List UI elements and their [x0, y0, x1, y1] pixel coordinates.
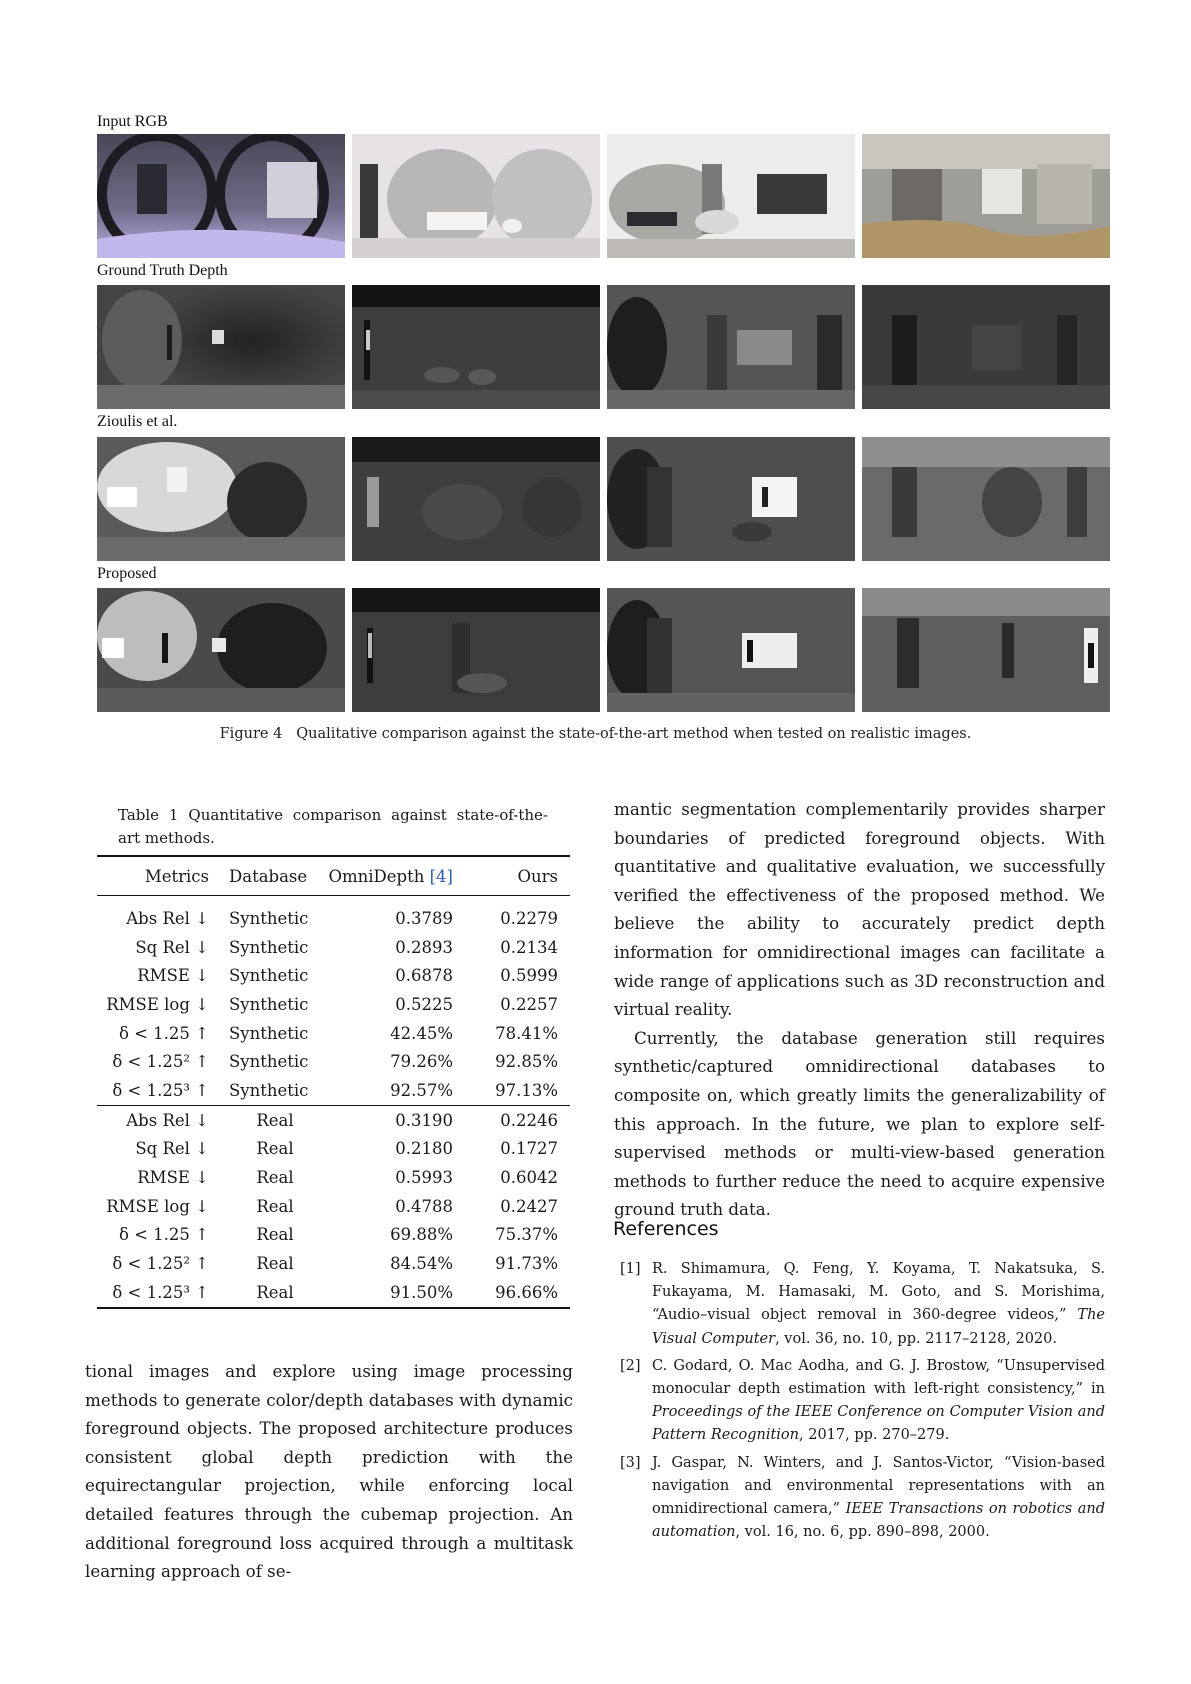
header-metrics: Metrics	[97, 856, 223, 896]
table-row	[97, 896, 570, 933]
cell-ours: 91.73%	[495, 1254, 558, 1274]
references-list	[620, 1258, 1105, 1548]
reference-details: , vol. 16, no. 6, pp. 890–898, 2000.	[735, 1524, 990, 1541]
cell-ours: 0.6042	[500, 1168, 558, 1188]
cell-database: Synthetic	[229, 994, 309, 1014]
cell-metric: RMSE ↓	[137, 966, 209, 986]
reference-details: , vol. 36, no. 10, pp. 2117–2128, 2020.	[775, 1330, 1057, 1347]
cell-database: Real	[223, 1278, 321, 1308]
cell-omnidepth: 0.4788	[395, 1196, 453, 1216]
rgb-image-3	[607, 134, 855, 258]
cell-metric: δ < 1.25 ↑	[118, 1225, 209, 1245]
cell-database: Synthetic	[229, 1052, 309, 1072]
cell-ours: 0.2134	[500, 937, 558, 957]
cell-metric: Abs Rel ↓	[97, 1105, 223, 1134]
table-row	[97, 990, 570, 1019]
table-caption	[118, 804, 548, 850]
row-label-proposed: Proposed	[97, 565, 157, 582]
header-omnidepth: OmniDepth [4]	[321, 856, 453, 896]
reference-item	[620, 1452, 1105, 1545]
cell-database: Real	[256, 1168, 294, 1188]
zioulis-depth-3	[607, 437, 855, 561]
results-table	[97, 855, 570, 1309]
cell-database: Synthetic	[229, 908, 309, 928]
cell-omnidepth: 0.5225	[395, 994, 453, 1014]
cell-omnidepth: 84.54%	[390, 1254, 453, 1274]
cell-database: Synthetic	[229, 966, 309, 986]
cell-metric: δ < 1.25³ ↑	[97, 1278, 223, 1308]
cell-metric: RMSE log ↓	[106, 1196, 209, 1216]
table-header-row	[97, 856, 570, 896]
figure-caption	[0, 726, 1191, 742]
reference-number: [1]	[620, 1261, 641, 1277]
cell-metric: Abs Rel ↓	[126, 908, 209, 928]
zioulis-depth-1	[97, 437, 345, 561]
cell-ours: 96.66%	[453, 1278, 570, 1308]
cell-database: Real	[256, 1254, 294, 1274]
gt-depth-3	[607, 285, 855, 409]
proposed-depth-3	[607, 588, 855, 712]
cell-ours: 0.2257	[500, 994, 558, 1014]
table-row	[97, 1019, 570, 1048]
cell-database: Real	[256, 1139, 294, 1159]
cell-ours: 0.1727	[500, 1139, 558, 1159]
rgb-image-1	[97, 134, 345, 258]
right-paragraph-2: Currently, the database generation still requires synthetic/captured omnidirectional databases to composite on, which greatly limits the generalizability of this approach. In the future, we plan to explore self-supervised methods or multi-view-based generation methods to further reduce the need to acquire expensive ground truth data.	[614, 1027, 1105, 1220]
reference-authors: J. Gaspar, N. Winters, and J. Santos-Victor, “Vision-based navigation and environmental representations with an omnidirectional camera,”	[652, 1454, 1105, 1518]
gt-depth-1	[97, 285, 345, 409]
cell-ours: 0.5999	[500, 966, 558, 986]
left-paragraph: tional images and explore using image processing methods to generate color/depth databases with dynamic foreground objects. The proposed architecture produces consistent global depth prediction with the equirectangular projection, while enforcing local detailed features through the cubemap projection. An additional foreground loss acquired through a multitask learning approach of se-	[85, 1361, 573, 1582]
cell-database: Real	[223, 1105, 321, 1134]
reference-venue: The Visual Computer	[652, 1307, 1105, 1347]
cell-database: Real	[256, 1196, 294, 1216]
figure-caption-text: Qualitative comparison against the state-of-the-art method when tested on realistic images.	[296, 726, 972, 742]
cell-omnidepth: 0.3190	[321, 1105, 453, 1134]
proposed-depth-2	[352, 588, 600, 712]
table-row	[97, 1163, 570, 1192]
cell-omnidepth: 91.50%	[321, 1278, 453, 1308]
table-row	[97, 933, 570, 962]
citation-link[interactable]: [4]	[429, 866, 453, 886]
cell-omnidepth: 0.3789	[395, 908, 453, 928]
table-row	[97, 1249, 570, 1278]
table-body	[97, 896, 570, 1308]
row-label-input-rgb: Input RGB	[97, 113, 168, 130]
row-label-zioulis: Zioulis et al.	[97, 413, 178, 430]
table-row	[97, 961, 570, 990]
proposed-depth-1	[97, 588, 345, 712]
reference-authors: C. Godard, O. Mac Aodha, and G. J. Brostow, “Unsupervised monocular depth estimation with left-right consistency,” in	[652, 1357, 1105, 1398]
cell-metric: δ < 1.25² ↑	[112, 1052, 209, 1072]
proposed-depth-4	[862, 588, 1110, 712]
gt-depth-2	[352, 285, 600, 409]
cell-metric: δ < 1.25² ↑	[112, 1254, 209, 1274]
reference-authors: R. Shimamura, Q. Feng, Y. Koyama, T. Nakatsuka, S. Fukayama, M. Hamasaki, M. Goto, and S. Morishima, “Audio–visual object removal in 360-degree videos,”	[652, 1261, 1105, 1324]
cell-metric: RMSE ↓	[137, 1168, 209, 1188]
table-row	[97, 1105, 570, 1134]
cell-omnidepth: 92.57%	[390, 1080, 453, 1100]
left-body-text	[85, 1357, 573, 1586]
cell-ours: 0.2246	[453, 1105, 570, 1134]
reference-details: , 2017, pp. 270–279.	[799, 1427, 950, 1444]
reference-venue: IEEE Transactions on robotics and automation	[652, 1501, 1105, 1541]
right-paragraph-1: mantic segmentation complementarily provides sharper boundaries of predicted foreground objects. With quantitative and qualitative evaluation, we successfully verified the effectiveness of the proposed method. We believe the ability to accurately predict depth information for omnidirectional images can facilitate a wide range of applications such as 3D reconstruction and virtual reality.	[614, 799, 1105, 1020]
zioulis-depth-4	[862, 437, 1110, 561]
table-row	[97, 1047, 570, 1076]
header-ours: Ours	[453, 856, 570, 896]
cell-metric: Sq Rel ↓	[135, 937, 209, 957]
header-database: Database	[223, 856, 321, 896]
reference-number: [3]	[620, 1454, 641, 1471]
cell-omnidepth: 0.2893	[395, 937, 453, 957]
cell-omnidepth: 69.88%	[390, 1225, 453, 1245]
cell-omnidepth: 0.2180	[395, 1139, 453, 1159]
table-row	[97, 1135, 570, 1164]
cell-database: Synthetic	[229, 1023, 309, 1043]
cell-ours: 78.41%	[495, 1023, 558, 1043]
reference-venue: Proceedings of the IEEE Conference on Computer Vision and Pattern Recognition	[652, 1404, 1105, 1444]
cell-omnidepth: 79.26%	[390, 1052, 453, 1072]
reference-number: [2]	[620, 1357, 641, 1374]
figure-caption-number: Figure 4	[219, 726, 283, 742]
cell-ours: 0.2427	[500, 1196, 558, 1216]
reference-item	[620, 1355, 1105, 1448]
cell-metric: Sq Rel ↓	[135, 1139, 209, 1159]
cell-metric: δ < 1.25³ ↑	[112, 1080, 209, 1100]
cell-omnidepth: 0.6878	[395, 966, 453, 986]
table-row	[97, 1221, 570, 1250]
table-row	[97, 1076, 570, 1105]
rgb-image-2	[352, 134, 600, 258]
row-label-ground-truth: Ground Truth Depth	[97, 262, 228, 279]
table-row	[97, 1192, 570, 1221]
cell-ours: 0.2279	[500, 908, 558, 928]
cell-metric: δ < 1.25 ↑	[118, 1023, 209, 1043]
cell-ours: 92.85%	[495, 1052, 558, 1072]
zioulis-depth-2	[352, 437, 600, 561]
cell-ours: 75.37%	[495, 1225, 558, 1245]
table-caption-text: Quantitative comparison against state-of-the-art methods.	[118, 806, 548, 847]
cell-database: Synthetic	[229, 937, 309, 957]
reference-item	[620, 1258, 1105, 1351]
rgb-image-4	[862, 134, 1110, 258]
gt-depth-4	[862, 285, 1110, 409]
cell-metric: RMSE log ↓	[106, 994, 209, 1014]
cell-omnidepth: 42.45%	[390, 1023, 453, 1043]
table-caption-number: Table 1	[118, 806, 179, 824]
cell-database: Synthetic	[229, 1080, 309, 1100]
cell-database: Real	[256, 1225, 294, 1245]
cell-ours: 97.13%	[495, 1080, 558, 1100]
right-body-text	[614, 795, 1105, 1224]
references-heading: References	[613, 1218, 719, 1240]
cell-omnidepth: 0.5993	[395, 1168, 453, 1188]
table-row	[97, 1278, 570, 1308]
